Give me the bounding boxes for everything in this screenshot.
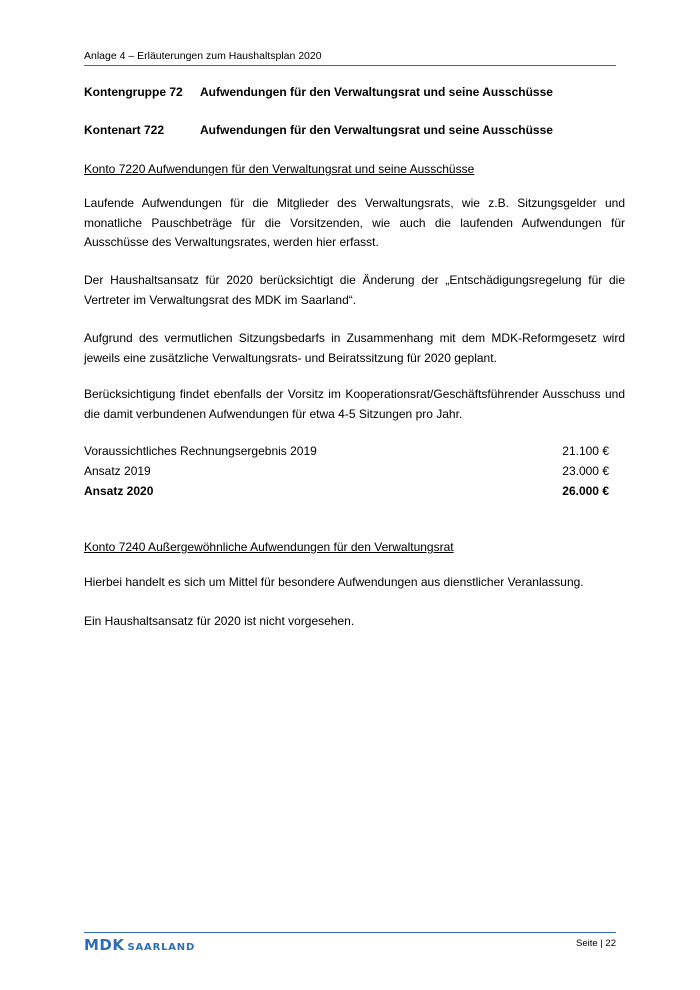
amount-label: Ansatz 2020	[84, 484, 154, 498]
konto-7220-title: Konto 7220 Aufwendungen für den Verwaltungsrat und seine Ausschüsse	[84, 162, 475, 176]
kontengruppe-heading	[84, 85, 553, 99]
amount-value: 21.100 €	[562, 444, 609, 458]
mdk-logo	[84, 936, 195, 954]
page-header	[84, 50, 616, 66]
amounts-table	[84, 441, 609, 501]
footer-divider	[84, 932, 616, 933]
konto-7220-paragraph-4: Berücksichtigung findet ebenfalls der Vorsitz im Kooperationsrat/Geschäftsführender Ausschuss und die damit verbundenen Aufwendungen für etwa 4-5 Sitzungen pro Jahr.	[84, 387, 625, 421]
amount-row	[84, 461, 609, 481]
kontengruppe-label: Kontengruppe 72	[84, 85, 183, 99]
kontenart-heading	[84, 123, 553, 137]
konto-7220-paragraph-2: Der Haushaltsansatz für 2020 berücksichtigt die Änderung der „Entschädigungsregelung für die Vertreter im Verwaltungsrat des MDK im Saarland“.	[84, 273, 625, 307]
amount-row	[84, 441, 609, 461]
logo-region-text: SAARLAND	[127, 942, 196, 953]
amount-label: Ansatz 2019	[84, 464, 151, 478]
header-title: Anlage 4 – Erläuterungen zum Haushaltsplan 2020	[84, 50, 322, 62]
kontenart-label: Kontenart 722	[84, 123, 165, 137]
amount-value: 26.000 €	[562, 484, 609, 498]
kontengruppe-text: Aufwendungen für den Verwaltungsrat und seine Ausschüsse	[200, 85, 553, 99]
konto-7240-title: Konto 7240 Außergewöhnliche Aufwendungen für den Verwaltungsrat	[84, 540, 454, 554]
logo-main-text: MDK	[84, 936, 125, 954]
amount-value: 23.000 €	[562, 464, 609, 478]
amount-label: Voraussichtliches Rechnungsergebnis 2019	[84, 444, 317, 458]
konto-7220-paragraph-3: Aufgrund des vermutlichen Sitzungsbedarfs in Zusammenhang mit dem MDK-Reformgesetz wird jeweils eine zusätzliche Verwaltungsrats- und Beiratssitzung für 2020 geplant.	[84, 331, 625, 365]
amount-row-total	[84, 481, 609, 501]
kontenart-text: Aufwendungen für den Verwaltungsrat und seine Ausschüsse	[200, 123, 553, 137]
page-number: Seite | 22	[576, 938, 616, 949]
konto-7220-paragraph-1: Laufende Aufwendungen für die Mitglieder des Verwaltungsrats, wie z.B. Sitzungsgelder und monatliche Pauschbeträge für die Vorsitzenden, wie auch die laufenden Aufwendungen für Ausschüsse des Verwaltungsrates, werden hier erfasst.	[84, 196, 625, 249]
konto-7240-paragraph-2: Ein Haushaltsansatz für 2020 ist nicht vorgesehen.	[84, 614, 355, 628]
konto-7240-paragraph-1: Hierbei handelt es sich um Mittel für besondere Aufwendungen aus dienstlicher Veranlassung.	[84, 575, 584, 589]
